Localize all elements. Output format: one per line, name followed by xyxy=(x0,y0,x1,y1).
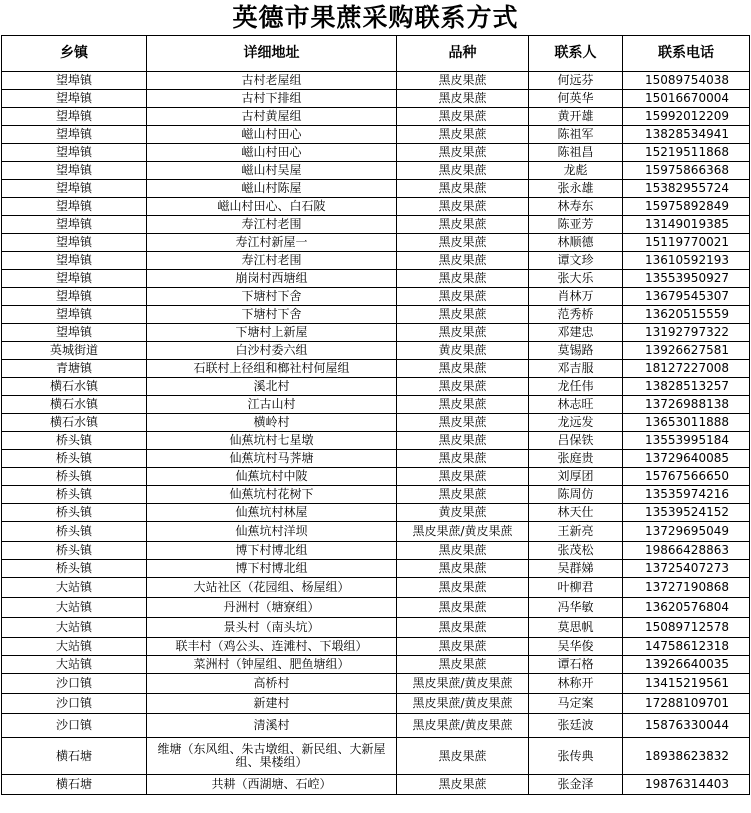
table-row xyxy=(2,450,750,468)
variety-cell: 黄皮果蔗 xyxy=(397,504,529,522)
phone-cell: 14758612318 xyxy=(623,638,750,656)
table-row xyxy=(2,738,750,775)
town-cell: 望埠镇 xyxy=(2,288,147,306)
variety-cell: 黑皮果蔗/黄皮果蔗 xyxy=(397,694,529,714)
address-cell: 景头村（南头坑） xyxy=(147,618,397,638)
variety-cell: 黑皮果蔗 xyxy=(397,738,529,775)
contact-cell: 莫锡路 xyxy=(529,342,623,360)
phone-cell: 15876330044 xyxy=(623,714,750,738)
variety-cell: 黑皮果蔗 xyxy=(397,162,529,180)
variety-cell: 黑皮果蔗 xyxy=(397,270,529,288)
address-cell: 丹洲村（塘寮组） xyxy=(147,598,397,618)
town-cell: 望埠镇 xyxy=(2,252,147,270)
phone-cell: 19876314403 xyxy=(623,775,750,795)
address-cell: 寿江村新屋一 xyxy=(147,234,397,252)
variety-cell: 黑皮果蔗 xyxy=(397,126,529,144)
contact-cell: 谭文珍 xyxy=(529,252,623,270)
table-row xyxy=(2,674,750,694)
town-cell: 桥头镇 xyxy=(2,560,147,578)
contact-cell: 龙远发 xyxy=(529,414,623,432)
variety-cell: 黑皮果蔗 xyxy=(397,450,529,468)
table-header xyxy=(2,36,750,72)
phone-cell: 13729695049 xyxy=(623,522,750,542)
variety-cell: 黑皮果蔗/黄皮果蔗 xyxy=(397,522,529,542)
address-cell: 江古山村 xyxy=(147,396,397,414)
table-body xyxy=(2,72,750,795)
variety-cell: 黑皮果蔗 xyxy=(397,775,529,795)
variety-cell: 黑皮果蔗 xyxy=(397,306,529,324)
town-cell: 沙口镇 xyxy=(2,674,147,694)
table-row xyxy=(2,72,750,90)
town-cell: 大站镇 xyxy=(2,578,147,598)
address-cell: 仙蕉坑村林屋 xyxy=(147,504,397,522)
phone-cell: 13620515559 xyxy=(623,306,750,324)
town-cell: 桥头镇 xyxy=(2,522,147,542)
header-phone: 联系电话 xyxy=(623,36,750,72)
town-cell: 望埠镇 xyxy=(2,144,147,162)
table-row xyxy=(2,542,750,560)
table-row xyxy=(2,180,750,198)
table-row xyxy=(2,126,750,144)
header-contact: 联系人 xyxy=(529,36,623,72)
address-cell: 仙蕉坑村中陂 xyxy=(147,468,397,486)
phone-cell: 19866428863 xyxy=(623,542,750,560)
variety-cell: 黑皮果蔗 xyxy=(397,252,529,270)
contact-cell: 黄开雄 xyxy=(529,108,623,126)
town-cell: 桥头镇 xyxy=(2,450,147,468)
town-cell: 横石水镇 xyxy=(2,414,147,432)
town-cell: 横石水镇 xyxy=(2,396,147,414)
variety-cell: 黑皮果蔗 xyxy=(397,234,529,252)
town-cell: 英城街道 xyxy=(2,342,147,360)
address-cell: 崩岗村西塘组 xyxy=(147,270,397,288)
phone-cell: 13725407273 xyxy=(623,560,750,578)
table-row xyxy=(2,656,750,674)
address-cell: 嵫山村田心 xyxy=(147,126,397,144)
table-row xyxy=(2,90,750,108)
header-variety: 品种 xyxy=(397,36,529,72)
variety-cell: 黑皮果蔗 xyxy=(397,486,529,504)
town-cell: 横石塘 xyxy=(2,775,147,795)
town-cell: 望埠镇 xyxy=(2,108,147,126)
town-cell: 望埠镇 xyxy=(2,216,147,234)
table-row xyxy=(2,432,750,450)
table-row xyxy=(2,775,750,795)
address-cell: 古村下排组 xyxy=(147,90,397,108)
variety-cell: 黑皮果蔗 xyxy=(397,560,529,578)
variety-cell: 黑皮果蔗 xyxy=(397,288,529,306)
contact-cell: 林天仕 xyxy=(529,504,623,522)
phone-cell: 18938623832 xyxy=(623,738,750,775)
variety-cell: 黑皮果蔗 xyxy=(397,432,529,450)
table-row xyxy=(2,288,750,306)
town-cell: 沙口镇 xyxy=(2,694,147,714)
phone-cell: 13539524152 xyxy=(623,504,750,522)
address-cell: 高桥村 xyxy=(147,674,397,694)
contact-cell: 张廷波 xyxy=(529,714,623,738)
contact-cell: 陈周仿 xyxy=(529,486,623,504)
contact-cell: 林寿东 xyxy=(529,198,623,216)
variety-cell: 黑皮果蔗 xyxy=(397,108,529,126)
address-cell: 维塘（东风组、朱古墩组、新民组、大新屋组、果楼组） xyxy=(147,738,397,775)
variety-cell: 黑皮果蔗 xyxy=(397,396,529,414)
header-address: 详细地址 xyxy=(147,36,397,72)
address-cell: 下塘村上新屋 xyxy=(147,324,397,342)
contact-cell: 吕保铁 xyxy=(529,432,623,450)
table-row xyxy=(2,618,750,638)
table-row xyxy=(2,144,750,162)
address-cell: 嵫山村田心、白石陂 xyxy=(147,198,397,216)
phone-cell: 15016670004 xyxy=(623,90,750,108)
contact-cell: 何英华 xyxy=(529,90,623,108)
phone-cell: 15992012209 xyxy=(623,108,750,126)
variety-cell: 黑皮果蔗 xyxy=(397,198,529,216)
address-cell: 仙蕉坑村七星墩 xyxy=(147,432,397,450)
table-row xyxy=(2,638,750,656)
phone-cell: 13726988138 xyxy=(623,396,750,414)
phone-cell: 13192797322 xyxy=(623,324,750,342)
town-cell: 望埠镇 xyxy=(2,270,147,288)
town-cell: 望埠镇 xyxy=(2,162,147,180)
address-cell: 清溪村 xyxy=(147,714,397,738)
contact-cell: 吴华俊 xyxy=(529,638,623,656)
table-row xyxy=(2,306,750,324)
table-row xyxy=(2,324,750,342)
phone-cell: 15119770021 xyxy=(623,234,750,252)
town-cell: 望埠镇 xyxy=(2,90,147,108)
contact-cell: 刘厚团 xyxy=(529,468,623,486)
table-row xyxy=(2,234,750,252)
phone-cell: 15382955724 xyxy=(623,180,750,198)
phone-cell: 13926640035 xyxy=(623,656,750,674)
address-cell: 联丰村（鸡公头、连滩村、下塅组） xyxy=(147,638,397,656)
contact-cell: 叶柳君 xyxy=(529,578,623,598)
address-cell: 溪北村 xyxy=(147,378,397,396)
address-cell: 新建村 xyxy=(147,694,397,714)
town-cell: 横石塘 xyxy=(2,738,147,775)
contact-cell: 张永雄 xyxy=(529,180,623,198)
table-row xyxy=(2,396,750,414)
contact-cell: 邓吉服 xyxy=(529,360,623,378)
contact-cell: 张传典 xyxy=(529,738,623,775)
contact-cell: 陈祖昌 xyxy=(529,144,623,162)
address-cell: 博下村博北组 xyxy=(147,542,397,560)
contact-cell: 邓建忠 xyxy=(529,324,623,342)
variety-cell: 黑皮果蔗 xyxy=(397,180,529,198)
address-cell: 仙蕉坑村洋坝 xyxy=(147,522,397,542)
contact-cell: 肖林万 xyxy=(529,288,623,306)
table-row xyxy=(2,414,750,432)
address-cell: 仙蕉坑村马荠塘 xyxy=(147,450,397,468)
table-row xyxy=(2,252,750,270)
contact-cell: 林志旺 xyxy=(529,396,623,414)
town-cell: 望埠镇 xyxy=(2,72,147,90)
variety-cell: 黑皮果蔗 xyxy=(397,656,529,674)
address-cell: 石联村上径组和榔社村何屋组 xyxy=(147,360,397,378)
table-row xyxy=(2,378,750,396)
variety-cell: 黑皮果蔗 xyxy=(397,144,529,162)
address-cell: 下塘村下舍 xyxy=(147,306,397,324)
address-cell: 共耕（西湖塘、石崆） xyxy=(147,775,397,795)
contact-cell: 张庭贵 xyxy=(529,450,623,468)
phone-cell: 13535974216 xyxy=(623,486,750,504)
phone-cell: 15089754038 xyxy=(623,72,750,90)
contact-cell: 张大乐 xyxy=(529,270,623,288)
variety-cell: 黑皮果蔗 xyxy=(397,360,529,378)
town-cell: 青塘镇 xyxy=(2,360,147,378)
contact-cell: 陈亚芳 xyxy=(529,216,623,234)
header-town: 乡镇 xyxy=(2,36,147,72)
phone-cell: 13620576804 xyxy=(623,598,750,618)
town-cell: 桥头镇 xyxy=(2,542,147,560)
table-row xyxy=(2,578,750,598)
address-cell: 横岭村 xyxy=(147,414,397,432)
contact-cell: 范秀桥 xyxy=(529,306,623,324)
variety-cell: 黑皮果蔗 xyxy=(397,72,529,90)
town-cell: 大站镇 xyxy=(2,598,147,618)
contact-cell: 吴群娣 xyxy=(529,560,623,578)
address-cell: 仙蕉坑村花树下 xyxy=(147,486,397,504)
town-cell: 望埠镇 xyxy=(2,306,147,324)
address-cell: 白沙村委六组 xyxy=(147,342,397,360)
town-cell: 望埠镇 xyxy=(2,198,147,216)
address-cell: 嵫山村吴屋 xyxy=(147,162,397,180)
town-cell: 桥头镇 xyxy=(2,468,147,486)
address-cell: 古村黄屋组 xyxy=(147,108,397,126)
table-row xyxy=(2,360,750,378)
variety-cell: 黑皮果蔗/黄皮果蔗 xyxy=(397,714,529,738)
contact-cell: 林称开 xyxy=(529,674,623,694)
variety-cell: 黑皮果蔗 xyxy=(397,468,529,486)
variety-cell: 黄皮果蔗 xyxy=(397,342,529,360)
contact-cell: 张茂松 xyxy=(529,542,623,560)
variety-cell: 黑皮果蔗 xyxy=(397,324,529,342)
town-cell: 桥头镇 xyxy=(2,504,147,522)
town-cell: 大站镇 xyxy=(2,638,147,656)
variety-cell: 黑皮果蔗 xyxy=(397,638,529,656)
town-cell: 望埠镇 xyxy=(2,234,147,252)
table-row xyxy=(2,560,750,578)
phone-cell: 15089712578 xyxy=(623,618,750,638)
phone-cell: 15975866368 xyxy=(623,162,750,180)
contact-cell: 龙彪 xyxy=(529,162,623,180)
table-row xyxy=(2,108,750,126)
contact-cell: 张金泽 xyxy=(529,775,623,795)
phone-cell: 13610592193 xyxy=(623,252,750,270)
address-cell: 寿江村老围 xyxy=(147,252,397,270)
contact-cell: 冯华敏 xyxy=(529,598,623,618)
table-row xyxy=(2,216,750,234)
phone-cell: 13553950927 xyxy=(623,270,750,288)
phone-cell: 13553995184 xyxy=(623,432,750,450)
town-cell: 桥头镇 xyxy=(2,486,147,504)
variety-cell: 黑皮果蔗 xyxy=(397,598,529,618)
variety-cell: 黑皮果蔗 xyxy=(397,216,529,234)
contact-cell: 谭石格 xyxy=(529,656,623,674)
table-row xyxy=(2,162,750,180)
table-row xyxy=(2,714,750,738)
address-cell: 大站社区（花园组、杨屋组） xyxy=(147,578,397,598)
table-row xyxy=(2,694,750,714)
town-cell: 大站镇 xyxy=(2,656,147,674)
table-row xyxy=(2,270,750,288)
table-row xyxy=(2,598,750,618)
phone-cell: 15767566650 xyxy=(623,468,750,486)
variety-cell: 黑皮果蔗 xyxy=(397,542,529,560)
contact-table xyxy=(1,35,750,795)
phone-cell: 13727190868 xyxy=(623,578,750,598)
document-title: 英德市果蔗采购联系方式 xyxy=(232,3,519,32)
header-row xyxy=(2,36,750,72)
town-cell: 大站镇 xyxy=(2,618,147,638)
variety-cell: 黑皮果蔗 xyxy=(397,578,529,598)
variety-cell: 黑皮果蔗 xyxy=(397,90,529,108)
phone-cell: 13828513257 xyxy=(623,378,750,396)
town-cell: 望埠镇 xyxy=(2,180,147,198)
phone-cell: 15219511868 xyxy=(623,144,750,162)
table-row xyxy=(2,342,750,360)
town-cell: 桥头镇 xyxy=(2,432,147,450)
table-row xyxy=(2,198,750,216)
address-cell: 嵫山村陈屋 xyxy=(147,180,397,198)
address-cell: 古村老屋组 xyxy=(147,72,397,90)
address-cell: 菜洲村（钟屋组、肥鱼塘组） xyxy=(147,656,397,674)
phone-cell: 17288109701 xyxy=(623,694,750,714)
contact-cell: 何远芬 xyxy=(529,72,623,90)
town-cell: 沙口镇 xyxy=(2,714,147,738)
phone-cell: 13926627581 xyxy=(623,342,750,360)
variety-cell: 黑皮果蔗 xyxy=(397,414,529,432)
variety-cell: 黑皮果蔗 xyxy=(397,378,529,396)
variety-cell: 黑皮果蔗/黄皮果蔗 xyxy=(397,674,529,694)
town-cell: 望埠镇 xyxy=(2,324,147,342)
contact-cell: 马定案 xyxy=(529,694,623,714)
table-row xyxy=(2,522,750,542)
phone-cell: 13653011888 xyxy=(623,414,750,432)
phone-cell: 18127227008 xyxy=(623,360,750,378)
address-cell: 寿江村老围 xyxy=(147,216,397,234)
address-cell: 博下村博北组 xyxy=(147,560,397,578)
table-row xyxy=(2,504,750,522)
phone-cell: 13729640085 xyxy=(623,450,750,468)
town-cell: 横石水镇 xyxy=(2,378,147,396)
variety-cell: 黑皮果蔗 xyxy=(397,618,529,638)
contact-cell: 莫思帆 xyxy=(529,618,623,638)
phone-cell: 13679545307 xyxy=(623,288,750,306)
table-row xyxy=(2,468,750,486)
phone-cell: 15975892849 xyxy=(623,198,750,216)
phone-cell: 13149019385 xyxy=(623,216,750,234)
table-row xyxy=(2,486,750,504)
contact-cell: 陈祖军 xyxy=(529,126,623,144)
town-cell: 望埠镇 xyxy=(2,126,147,144)
address-cell: 嵫山村田心 xyxy=(147,144,397,162)
address-cell: 下塘村下舍 xyxy=(147,288,397,306)
phone-cell: 13415219561 xyxy=(623,674,750,694)
contact-cell: 王新亮 xyxy=(529,522,623,542)
contact-cell: 林顺德 xyxy=(529,234,623,252)
contact-cell: 龙任伟 xyxy=(529,378,623,396)
phone-cell: 13828534941 xyxy=(623,126,750,144)
